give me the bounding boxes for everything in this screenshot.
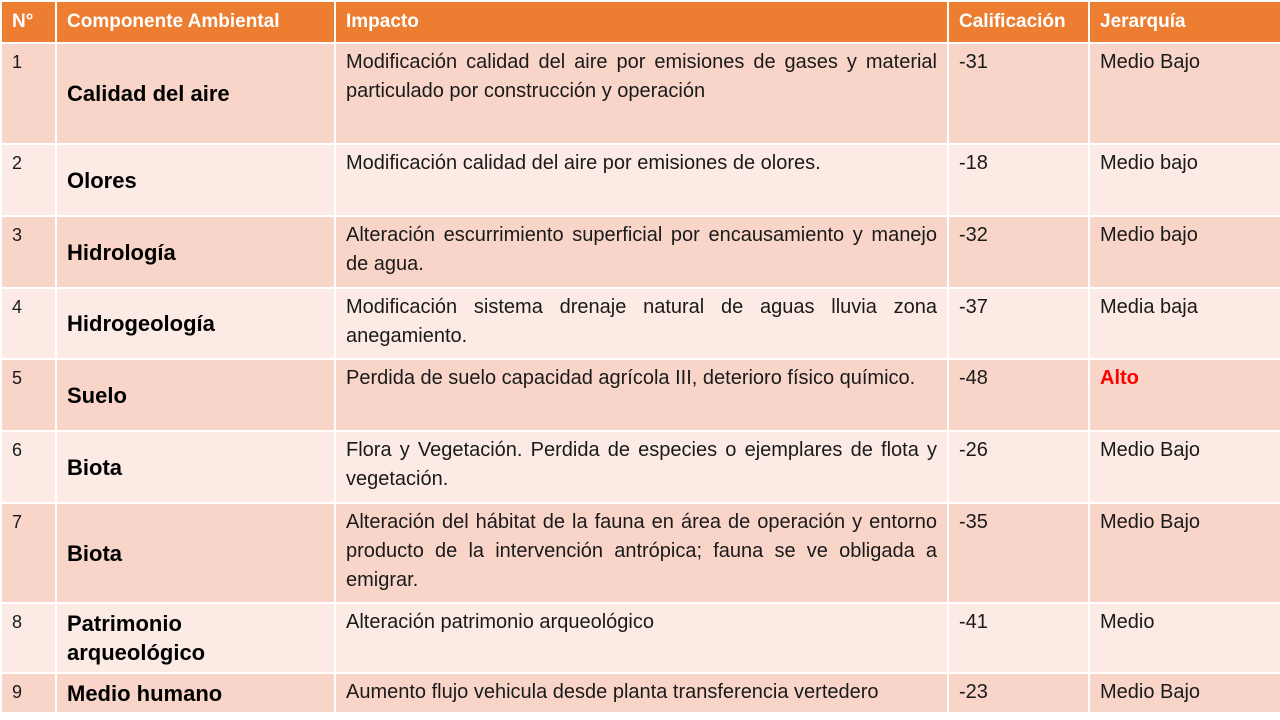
row-component: Hidrogeología: [56, 288, 335, 359]
row-impact: Flora y Vegetación. Perdida de especies o ejemplares de flota y vegetación.: [335, 431, 948, 503]
row-score: -35: [948, 503, 1089, 603]
row-number: 9: [1, 673, 56, 713]
row-impact: Perdida de suelo capacidad agrícola III, deterioro físico químico.: [335, 359, 948, 431]
row-score: -26: [948, 431, 1089, 503]
table-row: [1, 288, 1280, 359]
row-impact: Modificación calidad del aire por emisiones de olores.: [335, 144, 948, 216]
row-number: 2: [1, 144, 56, 216]
row-hierarchy: Medio Bajo: [1089, 431, 1280, 503]
row-impact: Alteración patrimonio arqueológico: [335, 603, 948, 673]
row-score: -32: [948, 216, 1089, 288]
row-score: -41: [948, 603, 1089, 673]
header-score: Calificación: [948, 1, 1089, 43]
table-row: [1, 673, 1280, 713]
table-row: [1, 603, 1280, 673]
row-score: -18: [948, 144, 1089, 216]
row-impact: Alteración escurrimiento superficial por encausamiento y manejo de agua.: [335, 216, 948, 288]
row-number: 4: [1, 288, 56, 359]
row-hierarchy: Medio Bajo: [1089, 673, 1280, 713]
row-component: Biota: [56, 503, 335, 603]
table-row: [1, 43, 1280, 144]
row-component: Patrimonio arqueológico: [56, 603, 335, 673]
row-score: -23: [948, 673, 1089, 713]
row-score: -31: [948, 43, 1089, 144]
row-hierarchy: Medio bajo: [1089, 144, 1280, 216]
table-header-row: [1, 1, 1280, 43]
row-number: 7: [1, 503, 56, 603]
row-number: 1: [1, 43, 56, 144]
table-row: [1, 359, 1280, 431]
row-number: 8: [1, 603, 56, 673]
row-hierarchy: Media baja: [1089, 288, 1280, 359]
header-hierarchy: Jerarquía: [1089, 1, 1280, 43]
table-row: [1, 216, 1280, 288]
row-component: Hidrología: [56, 216, 335, 288]
row-score: -37: [948, 288, 1089, 359]
header-impact: Impacto: [335, 1, 948, 43]
row-component: Olores: [56, 144, 335, 216]
row-component: Medio humano: [56, 673, 335, 713]
table-row: [1, 431, 1280, 503]
table-row: [1, 503, 1280, 603]
row-number: 5: [1, 359, 56, 431]
row-component: Biota: [56, 431, 335, 503]
header-number: N°: [1, 1, 56, 43]
row-component: Suelo: [56, 359, 335, 431]
row-number: 6: [1, 431, 56, 503]
row-component: Calidad del aire: [56, 43, 335, 144]
row-hierarchy: Medio bajo: [1089, 216, 1280, 288]
row-impact: Modificación calidad del aire por emisiones de gases y material particulado por construcción y operación: [335, 43, 948, 144]
row-hierarchy: Medio: [1089, 603, 1280, 673]
row-number: 3: [1, 216, 56, 288]
row-hierarchy: Medio Bajo: [1089, 503, 1280, 603]
row-score: -48: [948, 359, 1089, 431]
header-component: Componente Ambiental: [56, 1, 335, 43]
row-impact: Alteración del hábitat de la fauna en área de operación y entorno producto de la intervención antrópica; fauna se ve obligada a emigrar.: [335, 503, 948, 603]
row-hierarchy: Medio Bajo: [1089, 43, 1280, 144]
row-hierarchy-alert: Alto: [1089, 359, 1280, 431]
row-impact: Modificación sistema drenaje natural de aguas lluvia zona anegamiento.: [335, 288, 948, 359]
table-row: [1, 144, 1280, 216]
row-impact: Aumento flujo vehicula desde planta transferencia vertedero: [335, 673, 948, 713]
